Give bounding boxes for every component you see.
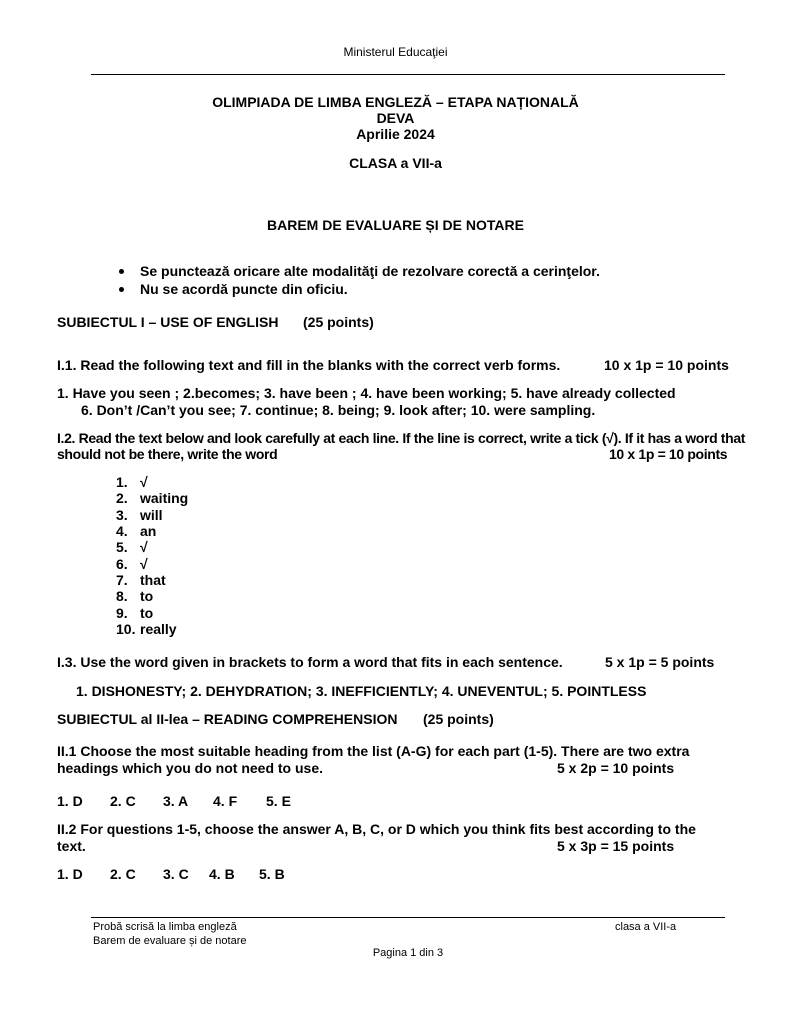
i2-instruction-line1: I.2. Read the text below and look carefully at each line. If the line is correct, write a tick (√). If it has a word that (57, 430, 746, 446)
ii2-score: 5 x 3p = 15 points (557, 838, 675, 854)
footer-exam-name: Probă scrisă la limba engleză (93, 921, 237, 933)
ministry-header: Ministerul Educaţiei (343, 45, 448, 59)
list-item: 4. an (116, 523, 157, 539)
ii1-instruction-line1: II.1 Choose the most suitable heading from the list (A-G) for each part (1-5). There are two extra (57, 743, 690, 759)
subject1-heading: SUBIECTUL I – USE OF ENGLISH (57, 314, 279, 330)
list-item: 3. will (116, 507, 163, 523)
page-number: Pagina 1 din 3 (372, 947, 444, 959)
i2-instruction-line2: should not be there, write the word (57, 446, 278, 462)
list-item: 5. √ (116, 539, 148, 555)
header-rule (91, 74, 725, 75)
list-item: 2. C (110, 866, 136, 882)
olympiad-date: Aprilie 2024 (356, 126, 435, 142)
list-item: 4. F (213, 793, 238, 809)
olympiad-title: OLIMPIADA DE LIMBA ENGLEZĂ – ETAPA NAȚIONALĂ (212, 94, 579, 110)
i1-score: 10 x 1p = 10 points (604, 357, 729, 373)
list-item: 1. D (57, 866, 83, 882)
subject2-points: (25 points) (423, 711, 494, 727)
list-item: 2. waiting (116, 490, 189, 506)
list-item: 2. C (110, 793, 136, 809)
subject1-points: (25 points) (303, 314, 374, 330)
footer-doc-type: Barem de evaluare și de notare (93, 935, 247, 947)
ii1-score: 5 x 2p = 10 points (557, 760, 675, 776)
ii2-instruction-line2: text. (57, 838, 86, 854)
footer-rule (91, 917, 725, 918)
bullet-text: Nu se acordă puncte din oficiu. (140, 281, 348, 297)
list-item: 5. E (266, 793, 291, 809)
i3-instruction: I.3. Use the word given in brackets to form a word that fits in each sentence. (57, 654, 563, 670)
bullet-icon (119, 269, 124, 274)
i1-answers-line1: 1. Have you seen ; 2.becomes; 3. have been ; 4. have been working; 5. have already collected (57, 385, 676, 401)
list-item: 10. really (116, 621, 177, 637)
ii1-instruction-line2: headings which you do not need to use. (57, 760, 324, 776)
list-item: 5. B (259, 866, 285, 882)
list-item: 3. C (163, 866, 189, 882)
list-item: 3. A (163, 793, 189, 809)
i3-answers: 1. DISHONESTY; 2. DEHYDRATION; 3. INEFFICIENTLY; 4. UNEVENTUL; 5. POINTLESS (76, 683, 647, 699)
i3-score: 5 x 1p = 5 points (605, 654, 715, 670)
barem-title: BAREM DE EVALUARE ȘI DE NOTARE (267, 217, 524, 233)
list-item: 9. to (116, 605, 154, 621)
class-level: CLASA a VII-a (349, 155, 442, 171)
i1-answers-line2: 6. Don’t /Can’t you see; 7. continue; 8. being; 9. look after; 10. were sampling. (81, 402, 596, 418)
list-item: 8. to (116, 588, 154, 604)
list-item: 1. D (57, 793, 83, 809)
list-item: 7. that (116, 572, 166, 588)
i2-score: 10 x 1p = 10 points (609, 446, 728, 462)
bullet-text: Se punctează oricare alte modalităţi de rezolvare corectă a cerinţelor. (140, 263, 600, 279)
i1-instruction: I.1. Read the following text and fill in the blanks with the correct verb forms. (57, 357, 561, 373)
subject2-heading: SUBIECTUL al II-lea – READING COMPREHENSION (57, 711, 398, 727)
list-item: 6. √ (116, 556, 148, 572)
ii2-instruction-line1: II.2 For questions 1-5, choose the answer A, B, C, or D which you think fits best according to the (57, 821, 696, 837)
bullet-icon (119, 287, 124, 292)
footer-class: clasa a VII-a (615, 921, 677, 933)
list-item: 1. √ (116, 474, 148, 490)
list-item: 4. B (209, 866, 235, 882)
olympiad-location: DEVA (376, 110, 415, 126)
